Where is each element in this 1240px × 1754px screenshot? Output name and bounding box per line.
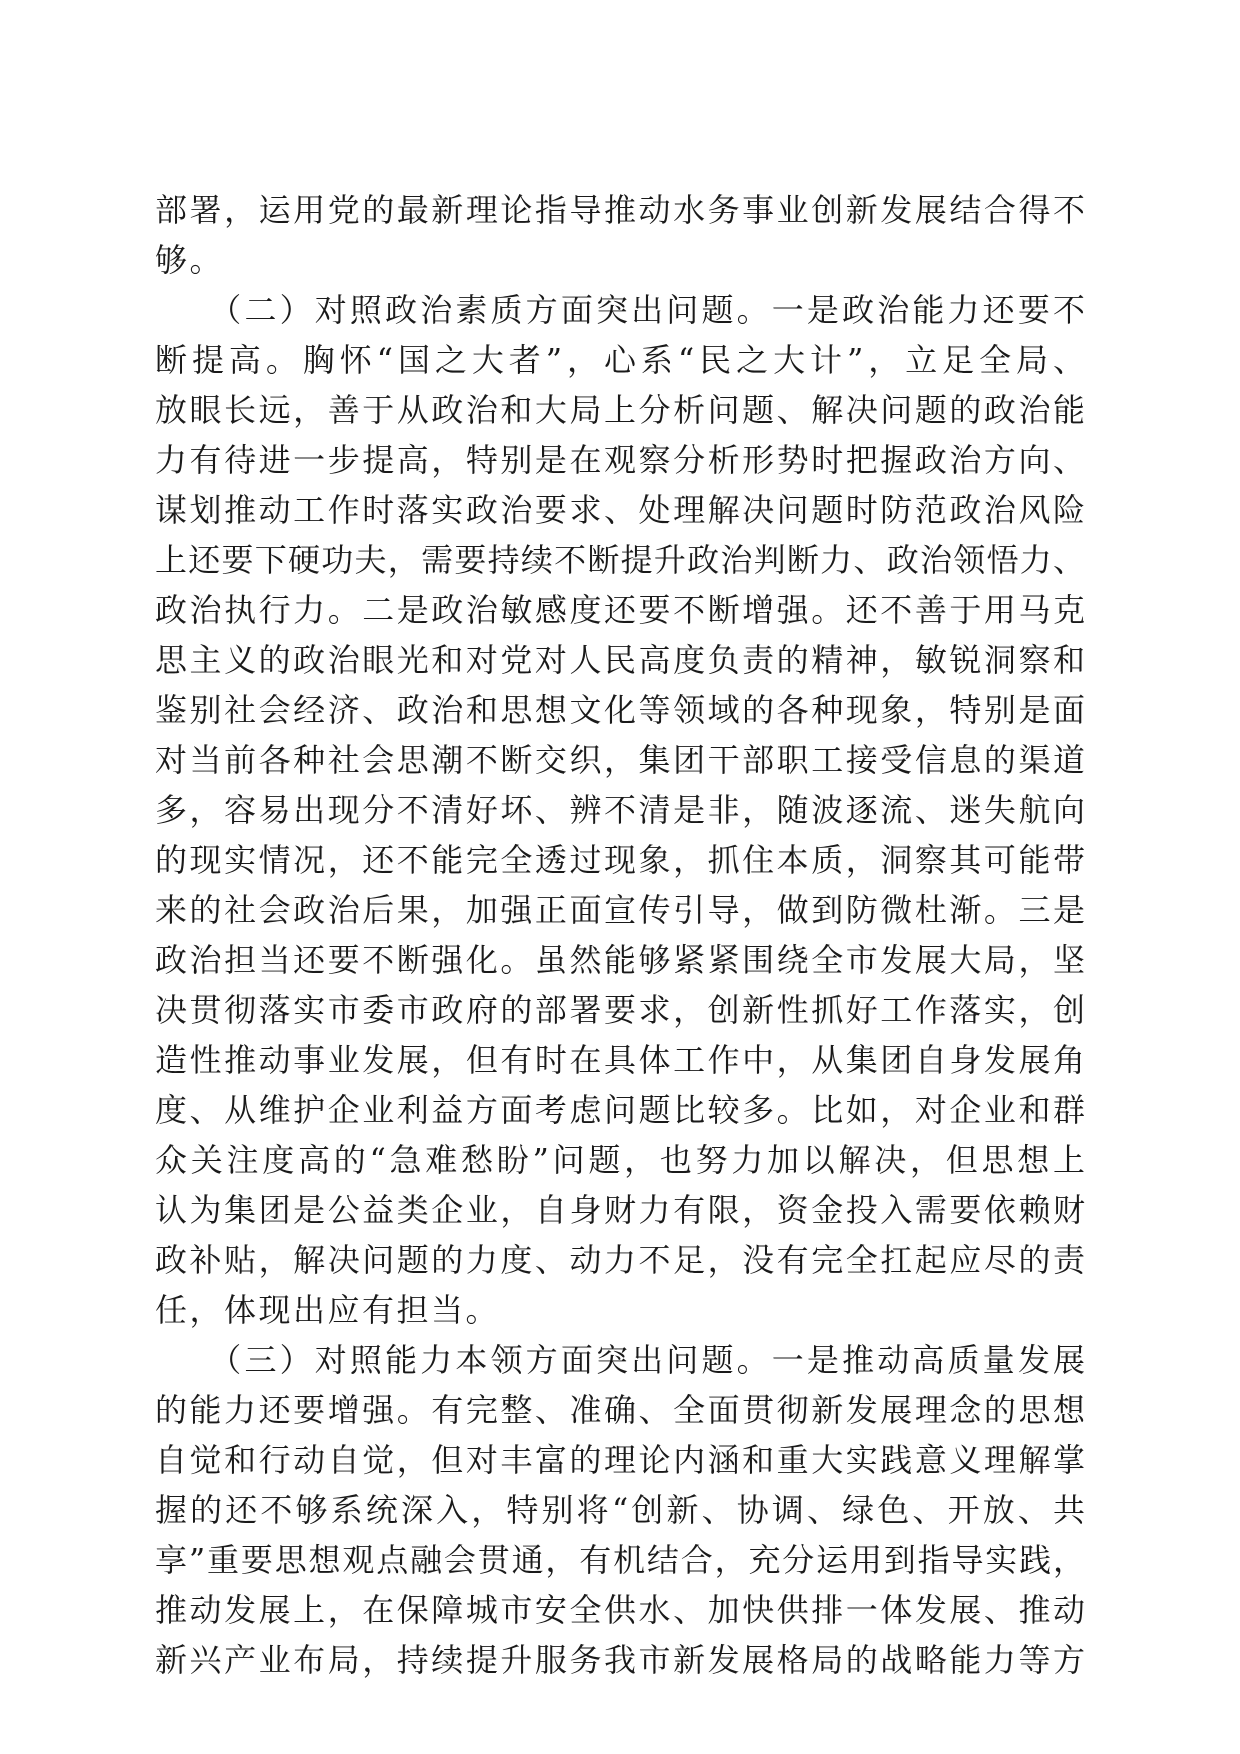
text-line: 的现实情况，还不能完全透过现象，抓住本质，洞察其可能带 xyxy=(155,841,1085,879)
text-line: 度、从维护企业利益方面考虑问题比较多。比如，对企业和群 xyxy=(155,1091,1085,1129)
document-body xyxy=(155,185,1085,1685)
text-line: 思主义的政治眼光和对党对人民高度负责的精神，敏锐洞察和 xyxy=(155,641,1085,679)
text-line: 政治执行力。二是政治敏感度还要不断增强。还不善于用马克 xyxy=(155,591,1085,629)
text-line: 新兴产业布局，持续提升服务我市新发展格局的战略能力等方 xyxy=(155,1641,1085,1679)
text-line: 认为集团是公益类企业，自身财力有限，资金投入需要依赖财 xyxy=(155,1191,1085,1229)
text-line: 鉴别社会经济、政治和思想文化等领域的各种现象，特别是面 xyxy=(155,691,1085,729)
text-line: 造性推动事业发展，但有时在具体工作中，从集团自身发展角 xyxy=(155,1041,1085,1079)
text-line: 谋划推动工作时落实政治要求、处理解决问题时防范政治风险 xyxy=(155,491,1085,529)
text-line: 推动发展上，在保障城市安全供水、加快供排一体发展、推动 xyxy=(155,1591,1085,1629)
text-line: 享”重要思想观点融会贯通，有机结合，充分运用到指导实践， xyxy=(155,1541,1085,1579)
text-line: 自觉和行动自觉，但对丰富的理论内涵和重大实践意义理解掌 xyxy=(155,1441,1085,1479)
text-line: （三）对照能力本领方面突出问题。一是推动高质量发展 xyxy=(155,1341,1085,1379)
text-line: （二）对照政治素质方面突出问题。一是政治能力还要不 xyxy=(155,291,1085,329)
text-line: 放眼长远，善于从政治和大局上分析问题、解决问题的政治能 xyxy=(155,391,1085,429)
text-line: 决贯彻落实市委市政府的部署要求，创新性抓好工作落实，创 xyxy=(155,991,1085,1029)
text-line: 的能力还要增强。有完整、准确、全面贯彻新发展理念的思想 xyxy=(155,1391,1085,1429)
text-line: 上还要下硬功夫，需要持续不断提升政治判断力、政治领悟力、 xyxy=(155,541,1085,579)
text-line: 对当前各种社会思潮不断交织，集团干部职工接受信息的渠道 xyxy=(155,741,1085,779)
text-line: 够。 xyxy=(155,241,225,279)
text-line: 断提高。胸怀“国之大者”，心系“民之大计”，立足全局、 xyxy=(155,341,1085,379)
text-line: 力有待进一步提高，特别是在观察分析形势时把握政治方向、 xyxy=(155,441,1085,479)
text-line: 来的社会政治后果，加强正面宣传引导，做到防微杜渐。三是 xyxy=(155,891,1085,929)
text-line: 握的还不够系统深入，特别将“创新、协调、绿色、开放、共 xyxy=(155,1491,1085,1529)
text-line: 政补贴，解决问题的力度、动力不足，没有完全扛起应尽的责 xyxy=(155,1241,1085,1279)
text-line: 政治担当还要不断强化。虽然能够紧紧围绕全市发展大局，坚 xyxy=(155,941,1085,979)
text-line: 多，容易出现分不清好坏、辨不清是非，随波逐流、迷失航向 xyxy=(155,791,1085,829)
text-line: 任，体现出应有担当。 xyxy=(155,1291,501,1329)
text-line: 部署，运用党的最新理论指导推动水务事业创新发展结合得不 xyxy=(155,191,1085,229)
text-line: 众关注度高的“急难愁盼”问题，也努力加以解决，但思想上 xyxy=(155,1141,1085,1179)
